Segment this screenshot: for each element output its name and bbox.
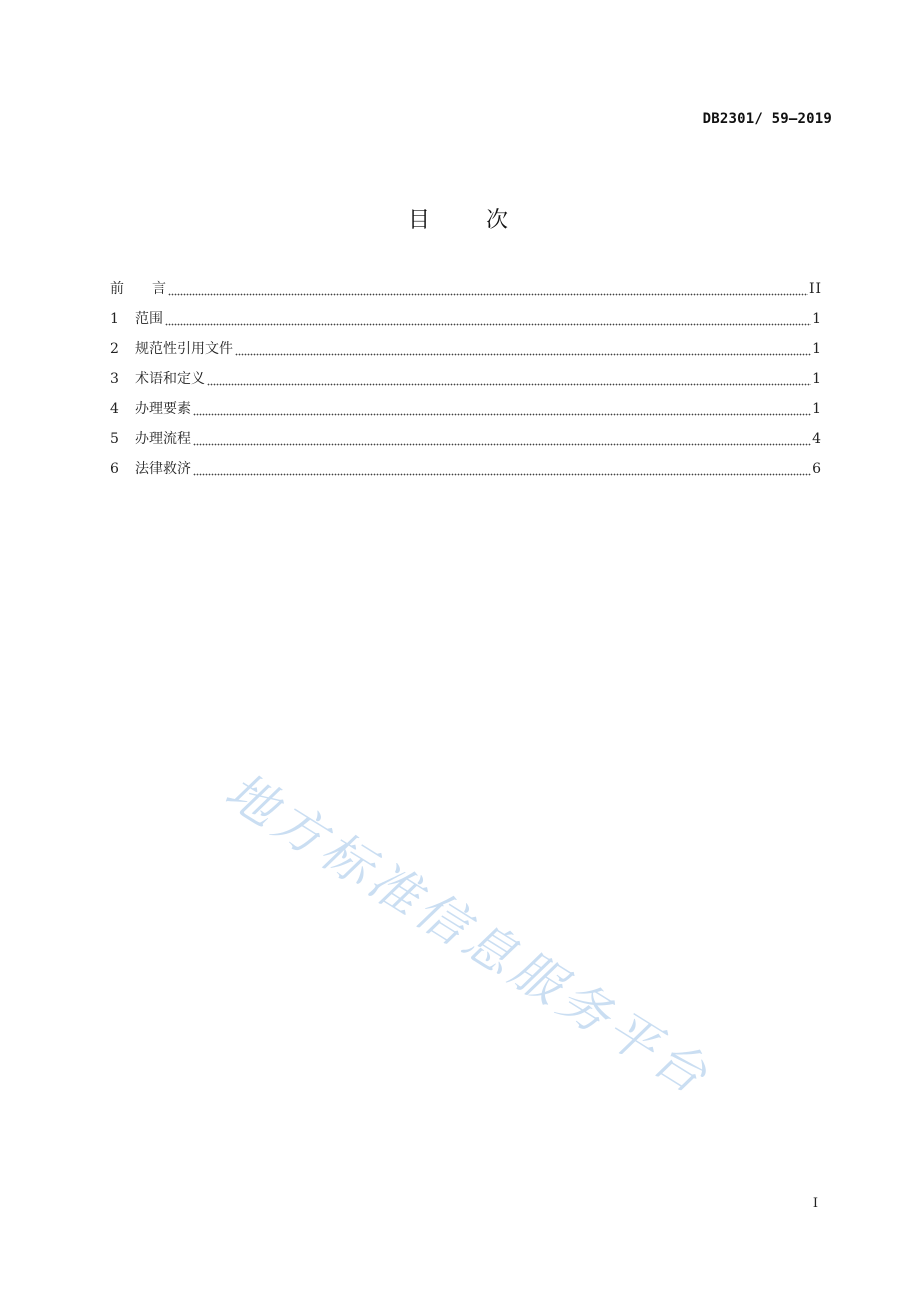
toc-entry-number: 6: [110, 461, 119, 477]
dot-leader: [168, 279, 808, 299]
toc-entry-5: [110, 429, 822, 449]
toc-entry-1: [110, 309, 822, 329]
toc-entry-number: 4: [110, 401, 119, 417]
toc-entry-title: 前 言: [110, 281, 166, 297]
toc-entry-6: [110, 459, 822, 479]
toc-entry-title: 规范性引用文件: [135, 341, 233, 357]
dot-leader: [207, 369, 811, 389]
toc-entry-title: 法律救济: [135, 461, 191, 477]
toc-entry-page: 1: [812, 311, 822, 327]
toc-entry-3: [110, 369, 822, 389]
toc-entry-2: [110, 339, 822, 359]
dot-leader: [165, 309, 811, 329]
document-code: DB2301/ 59—2019: [702, 111, 832, 127]
toc-entry-page: II: [808, 281, 822, 297]
toc-entry-number: 5: [110, 431, 119, 447]
toc-entry-title: 办理要素: [135, 401, 191, 417]
toc-entry-number: 2: [110, 341, 119, 357]
dot-leader: [193, 399, 811, 419]
toc-entry-foreword: [110, 279, 822, 299]
dot-leader: [193, 459, 811, 479]
toc-entry-page: 4: [812, 431, 822, 447]
toc-entry-title: 范围: [135, 311, 163, 327]
toc-entry-number: 1: [110, 311, 119, 327]
page-title: 目 次: [407, 208, 512, 233]
toc-entry-title: 办理流程: [135, 431, 191, 447]
watermark: 地方标准信息服务平台: [215, 761, 722, 1108]
toc-entry-4: [110, 399, 822, 419]
toc-entry-page: 1: [812, 341, 822, 357]
toc-entry-page: 1: [812, 401, 822, 417]
page-number: I: [812, 1196, 818, 1211]
toc-entry-page: 6: [812, 461, 822, 477]
table-of-contents: [110, 279, 822, 489]
toc-entry-page: 1: [812, 371, 822, 387]
toc-entry-title: 术语和定义: [135, 371, 205, 387]
toc-entry-number: 3: [110, 371, 119, 387]
dot-leader: [193, 429, 811, 449]
dot-leader: [235, 339, 811, 359]
